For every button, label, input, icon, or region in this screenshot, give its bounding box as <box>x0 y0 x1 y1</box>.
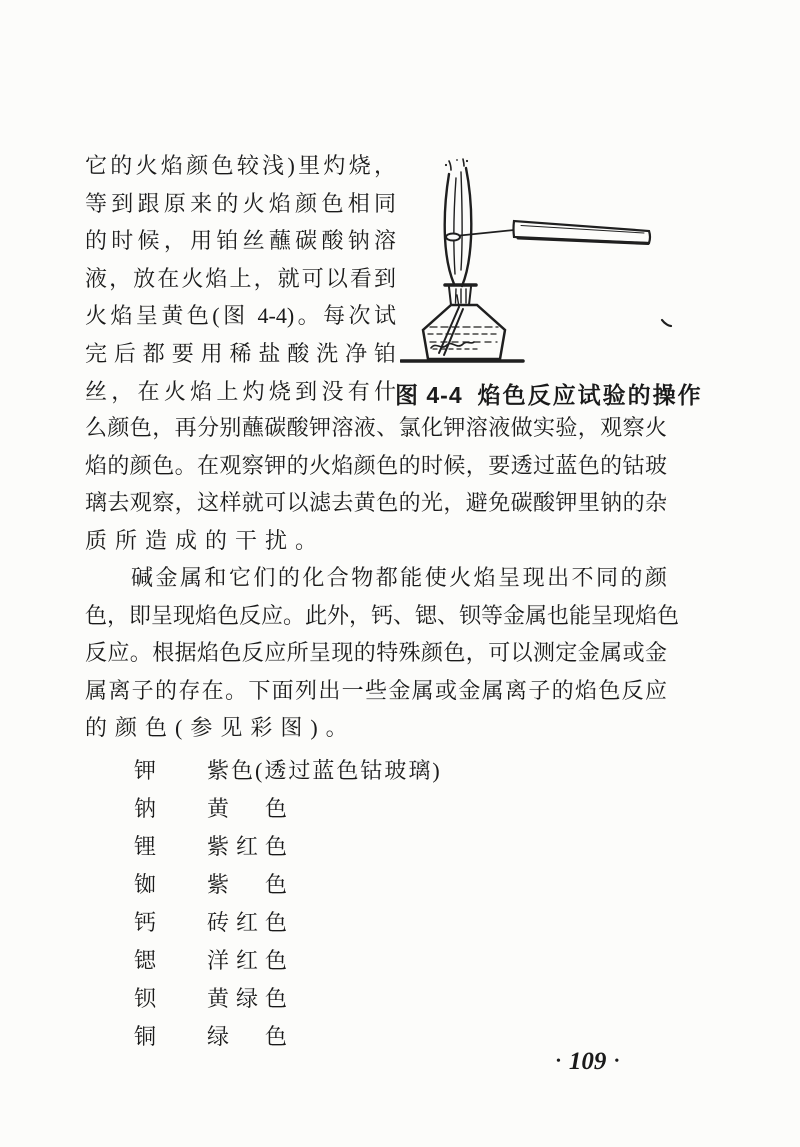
platinum-wire <box>460 230 514 236</box>
list-item <box>85 866 442 904</box>
text-line: 火焰呈黄色(图 4-4)。每次试 <box>85 303 396 329</box>
list-item <box>85 904 442 942</box>
text-line: 它的火焰颜色较浅)里灼烧， <box>85 153 396 178</box>
metal-name: 钡 <box>134 986 157 1011</box>
text-line: 焰的颜色。在观察钾的火焰颜色的时候，要透过蓝色的钴玻 <box>85 452 667 478</box>
text-line: 反应。根据焰色反应所呈现的特殊颜色，可以测定金属或金 <box>85 640 667 665</box>
page-number-dot: • <box>614 1054 620 1069</box>
text-line: 丝，在火焰上灼烧到没有什 <box>85 378 396 404</box>
figure-caption <box>395 380 703 410</box>
metal-name: 钙 <box>134 910 157 935</box>
text-line: 色，即呈现焰色反应。此外，钙、锶、钡等金属也能呈现焰色 <box>85 602 680 628</box>
list-item <box>85 752 442 790</box>
metal-name: 锂 <box>134 834 157 859</box>
list-item <box>85 1018 442 1056</box>
flame-color: 砖红色 <box>207 910 295 935</box>
flame-color-list <box>85 752 442 1056</box>
text-line: 质所造成的干扰。 <box>85 527 326 553</box>
metal-name: 铜 <box>134 1024 157 1049</box>
list-item <box>85 980 442 1018</box>
figure-flame-test-illustration <box>400 158 760 370</box>
flame <box>445 159 472 286</box>
metal-name: 锶 <box>134 948 157 973</box>
metal-name: 钾 <box>134 758 157 783</box>
page-number-dot: • <box>556 1054 561 1069</box>
label-scribble <box>431 342 474 348</box>
text-line: 等到跟原来的火焰颜色相同 <box>85 190 396 216</box>
ink-speck <box>662 320 671 326</box>
flame-color: 紫 色 <box>207 872 295 897</box>
metal-name: 铷 <box>134 872 157 897</box>
text-line: 液，放在火焰上，就可以看到 <box>85 265 396 291</box>
text-line: 的时候，用铂丝蘸碳酸钠溶 <box>85 228 396 254</box>
alcohol-lamp <box>423 285 505 359</box>
main-text-block <box>85 409 680 747</box>
list-item <box>85 790 442 828</box>
page-number <box>556 1047 619 1077</box>
figure-label: 图 4-4 <box>395 382 463 408</box>
wire-holder-rod <box>514 221 651 244</box>
text-line: 属离子的存在。下面列出一些金属或金属离子的焰色反应 <box>85 677 667 703</box>
flame-color: 紫红色 <box>207 834 295 859</box>
text-line: 完后都要用稀盐酸洗净铂 <box>85 340 396 366</box>
text-line: 璃去观察，这样就可以滤去黄色的光，避免碳酸钾里钠的杂 <box>85 490 667 515</box>
list-item <box>85 942 442 980</box>
flame-color: 黄绿色 <box>207 986 295 1011</box>
metal-name: 钠 <box>134 796 157 821</box>
wire-loop <box>446 234 460 241</box>
flame-color: 黄 色 <box>207 796 295 821</box>
paragraph-1-column <box>85 147 396 410</box>
figure-caption-text: 焰色反应试验的操作 <box>477 382 703 408</box>
flame-color: 紫色(透过蓝色钴玻璃) <box>207 758 442 783</box>
page-number-value: 109 <box>568 1048 607 1075</box>
list-item <box>85 828 442 866</box>
text-line: 么颜色，再分别蘸碳酸钾溶液、氯化钾溶液做实验，观察火 <box>85 415 667 440</box>
flame-color: 绿 色 <box>207 1024 295 1049</box>
text-line: 的颜色(参见彩图)。 <box>85 715 356 740</box>
lamp-body <box>423 305 505 359</box>
text-line: 碱金属和它们的化合物都能使火焰呈现出不同的颜 <box>131 565 667 590</box>
flame-color: 洋红色 <box>207 948 295 973</box>
